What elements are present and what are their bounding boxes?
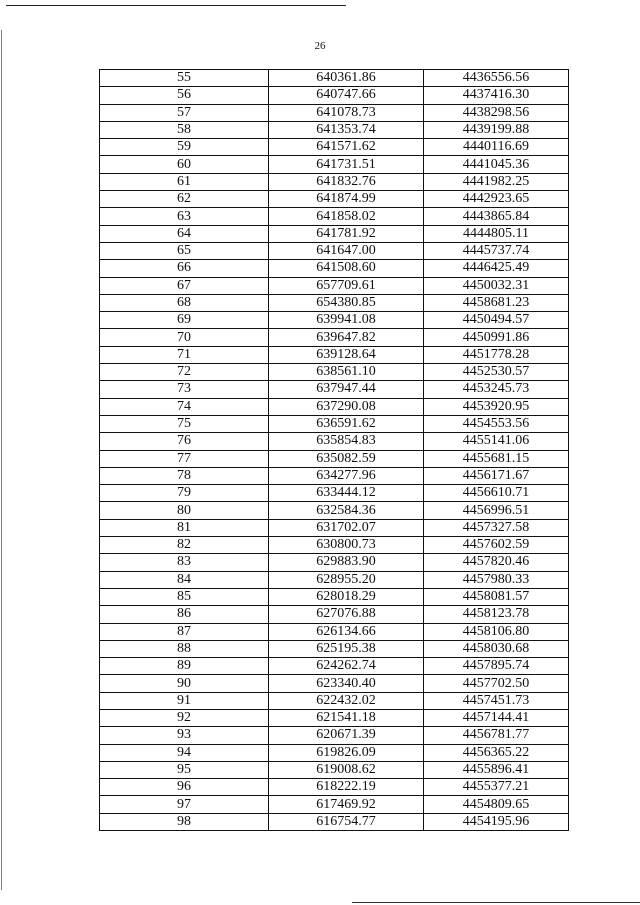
point-number-cell: 74 xyxy=(100,398,269,415)
y-coordinate-cell: 4456365.22 xyxy=(424,744,569,761)
y-coordinate-cell: 4457451.73 xyxy=(424,692,569,709)
y-coordinate-cell: 4451778.28 xyxy=(424,346,569,363)
y-coordinate-cell: 4454195.96 xyxy=(424,813,569,830)
x-coordinate-cell: 628018.29 xyxy=(269,588,424,605)
table-row xyxy=(100,640,569,657)
y-coordinate-cell: 4457327.58 xyxy=(424,519,569,536)
point-number-cell: 78 xyxy=(100,467,269,484)
y-coordinate-cell: 4443865.84 xyxy=(424,208,569,225)
x-coordinate-cell: 638561.10 xyxy=(269,364,424,381)
table-row xyxy=(100,485,569,502)
x-coordinate-cell: 630800.73 xyxy=(269,537,424,554)
x-coordinate-cell: 632584.36 xyxy=(269,502,424,519)
y-coordinate-cell: 4450494.57 xyxy=(424,312,569,329)
table-row xyxy=(100,139,569,156)
y-coordinate-cell: 4457895.74 xyxy=(424,658,569,675)
point-number-cell: 90 xyxy=(100,675,269,692)
table-row xyxy=(100,70,569,87)
x-coordinate-cell: 631702.07 xyxy=(269,519,424,536)
table-row xyxy=(100,727,569,744)
x-coordinate-cell: 635854.83 xyxy=(269,433,424,450)
point-number-cell: 92 xyxy=(100,709,269,726)
y-coordinate-cell: 4453920.95 xyxy=(424,398,569,415)
table-row xyxy=(100,173,569,190)
y-coordinate-cell: 4450991.86 xyxy=(424,329,569,346)
y-coordinate-cell: 4456996.51 xyxy=(424,502,569,519)
table-row xyxy=(100,242,569,259)
y-coordinate-cell: 4440116.69 xyxy=(424,139,569,156)
x-coordinate-cell: 641874.99 xyxy=(269,191,424,208)
point-number-cell: 71 xyxy=(100,346,269,363)
y-coordinate-cell: 4454809.65 xyxy=(424,796,569,813)
x-coordinate-cell: 641571.62 xyxy=(269,139,424,156)
point-number-cell: 97 xyxy=(100,796,269,813)
table-row xyxy=(100,709,569,726)
y-coordinate-cell: 4437416.30 xyxy=(424,87,569,104)
table-row xyxy=(100,571,569,588)
y-coordinate-cell: 4458123.78 xyxy=(424,606,569,623)
x-coordinate-cell: 620671.39 xyxy=(269,727,424,744)
x-coordinate-cell: 622432.02 xyxy=(269,692,424,709)
x-coordinate-cell: 636591.62 xyxy=(269,415,424,432)
table-row xyxy=(100,450,569,467)
point-number-cell: 98 xyxy=(100,813,269,830)
x-coordinate-cell: 628955.20 xyxy=(269,571,424,588)
point-number-cell: 88 xyxy=(100,640,269,657)
y-coordinate-cell: 4457980.33 xyxy=(424,571,569,588)
y-coordinate-cell: 4455681.15 xyxy=(424,450,569,467)
x-coordinate-cell: 641078.73 xyxy=(269,104,424,121)
y-coordinate-cell: 4458081.57 xyxy=(424,588,569,605)
y-coordinate-cell: 4446425.49 xyxy=(424,260,569,277)
y-coordinate-cell: 4458681.23 xyxy=(424,294,569,311)
point-number-cell: 66 xyxy=(100,260,269,277)
y-coordinate-cell: 4441045.36 xyxy=(424,156,569,173)
table-row xyxy=(100,346,569,363)
table-row xyxy=(100,104,569,121)
table-row xyxy=(100,329,569,346)
y-coordinate-cell: 4457702.50 xyxy=(424,675,569,692)
x-coordinate-cell: 634277.96 xyxy=(269,467,424,484)
point-number-cell: 61 xyxy=(100,173,269,190)
point-number-cell: 64 xyxy=(100,225,269,242)
y-coordinate-cell: 4441982.25 xyxy=(424,173,569,190)
y-coordinate-cell: 4442923.65 xyxy=(424,191,569,208)
y-coordinate-cell: 4456171.67 xyxy=(424,467,569,484)
table-row xyxy=(100,208,569,225)
point-number-cell: 68 xyxy=(100,294,269,311)
point-number-cell: 76 xyxy=(100,433,269,450)
point-number-cell: 65 xyxy=(100,242,269,259)
y-coordinate-cell: 4457602.59 xyxy=(424,537,569,554)
table-row xyxy=(100,658,569,675)
table-row xyxy=(100,381,569,398)
x-coordinate-cell: 627076.88 xyxy=(269,606,424,623)
y-coordinate-cell: 4458030.68 xyxy=(424,640,569,657)
x-coordinate-cell: 637947.44 xyxy=(269,381,424,398)
y-coordinate-cell: 4438298.56 xyxy=(424,104,569,121)
table-row xyxy=(100,312,569,329)
table-row xyxy=(100,606,569,623)
table-row xyxy=(100,467,569,484)
x-coordinate-cell: 641508.60 xyxy=(269,260,424,277)
point-number-cell: 73 xyxy=(100,381,269,398)
table-row xyxy=(100,692,569,709)
x-coordinate-cell: 654380.85 xyxy=(269,294,424,311)
table-row xyxy=(100,537,569,554)
table-row xyxy=(100,744,569,761)
table-row xyxy=(100,519,569,536)
x-coordinate-cell: 657709.61 xyxy=(269,277,424,294)
point-number-cell: 95 xyxy=(100,761,269,778)
x-coordinate-cell: 619826.09 xyxy=(269,744,424,761)
point-number-cell: 55 xyxy=(100,70,269,87)
y-coordinate-cell: 4456610.71 xyxy=(424,485,569,502)
y-coordinate-cell: 4436556.56 xyxy=(424,70,569,87)
table-row xyxy=(100,260,569,277)
x-coordinate-cell: 641858.02 xyxy=(269,208,424,225)
point-number-cell: 58 xyxy=(100,121,269,138)
y-coordinate-cell: 4454553.56 xyxy=(424,415,569,432)
table-row xyxy=(100,191,569,208)
y-coordinate-cell: 4455377.21 xyxy=(424,779,569,796)
point-number-cell: 82 xyxy=(100,537,269,554)
table-row xyxy=(100,415,569,432)
coordinates-table-body xyxy=(100,70,569,831)
y-coordinate-cell: 4458106.80 xyxy=(424,623,569,640)
x-coordinate-cell: 637290.08 xyxy=(269,398,424,415)
x-coordinate-cell: 639941.08 xyxy=(269,312,424,329)
point-number-cell: 93 xyxy=(100,727,269,744)
table-row xyxy=(100,277,569,294)
y-coordinate-cell: 4444805.11 xyxy=(424,225,569,242)
x-coordinate-cell: 633444.12 xyxy=(269,485,424,502)
y-coordinate-cell: 4455141.06 xyxy=(424,433,569,450)
y-coordinate-cell: 4450032.31 xyxy=(424,277,569,294)
x-coordinate-cell: 617469.92 xyxy=(269,796,424,813)
y-coordinate-cell: 4445737.74 xyxy=(424,242,569,259)
x-coordinate-cell: 641832.76 xyxy=(269,173,424,190)
point-number-cell: 75 xyxy=(100,415,269,432)
y-coordinate-cell: 4455896.41 xyxy=(424,761,569,778)
point-number-cell: 86 xyxy=(100,606,269,623)
point-number-cell: 80 xyxy=(100,502,269,519)
scan-edge-bottom xyxy=(352,902,640,903)
y-coordinate-cell: 4457144.41 xyxy=(424,709,569,726)
x-coordinate-cell: 623340.40 xyxy=(269,675,424,692)
table-row xyxy=(100,121,569,138)
y-coordinate-cell: 4456781.77 xyxy=(424,727,569,744)
point-number-cell: 83 xyxy=(100,554,269,571)
point-number-cell: 72 xyxy=(100,364,269,381)
x-coordinate-cell: 626134.66 xyxy=(269,623,424,640)
point-number-cell: 67 xyxy=(100,277,269,294)
x-coordinate-cell: 629883.90 xyxy=(269,554,424,571)
point-number-cell: 84 xyxy=(100,571,269,588)
table-row xyxy=(100,554,569,571)
coordinates-table xyxy=(99,69,569,831)
point-number-cell: 70 xyxy=(100,329,269,346)
table-row xyxy=(100,588,569,605)
table-row xyxy=(100,398,569,415)
point-number-cell: 79 xyxy=(100,485,269,502)
point-number-cell: 96 xyxy=(100,779,269,796)
x-coordinate-cell: 640361.86 xyxy=(269,70,424,87)
point-number-cell: 77 xyxy=(100,450,269,467)
x-coordinate-cell: 635082.59 xyxy=(269,450,424,467)
point-number-cell: 59 xyxy=(100,139,269,156)
table-row xyxy=(100,813,569,830)
point-number-cell: 94 xyxy=(100,744,269,761)
point-number-cell: 85 xyxy=(100,588,269,605)
x-coordinate-cell: 616754.77 xyxy=(269,813,424,830)
y-coordinate-cell: 4452530.57 xyxy=(424,364,569,381)
x-coordinate-cell: 641731.51 xyxy=(269,156,424,173)
x-coordinate-cell: 641647.00 xyxy=(269,242,424,259)
x-coordinate-cell: 619008.62 xyxy=(269,761,424,778)
table-row xyxy=(100,796,569,813)
x-coordinate-cell: 621541.18 xyxy=(269,709,424,726)
table-row xyxy=(100,675,569,692)
x-coordinate-cell: 618222.19 xyxy=(269,779,424,796)
scan-edge-left xyxy=(1,30,2,890)
point-number-cell: 56 xyxy=(100,87,269,104)
point-number-cell: 57 xyxy=(100,104,269,121)
x-coordinate-cell: 641353.74 xyxy=(269,121,424,138)
table-row xyxy=(100,761,569,778)
point-number-cell: 62 xyxy=(100,191,269,208)
point-number-cell: 63 xyxy=(100,208,269,225)
table-row xyxy=(100,433,569,450)
y-coordinate-cell: 4453245.73 xyxy=(424,381,569,398)
point-number-cell: 69 xyxy=(100,312,269,329)
table-row xyxy=(100,502,569,519)
x-coordinate-cell: 639128.64 xyxy=(269,346,424,363)
table-row xyxy=(100,364,569,381)
x-coordinate-cell: 639647.82 xyxy=(269,329,424,346)
x-coordinate-cell: 640747.66 xyxy=(269,87,424,104)
x-coordinate-cell: 625195.38 xyxy=(269,640,424,657)
x-coordinate-cell: 641781.92 xyxy=(269,225,424,242)
scan-edge-top xyxy=(6,5,346,6)
point-number-cell: 87 xyxy=(100,623,269,640)
table-row xyxy=(100,294,569,311)
table-row xyxy=(100,623,569,640)
x-coordinate-cell: 624262.74 xyxy=(269,658,424,675)
y-coordinate-cell: 4457820.46 xyxy=(424,554,569,571)
page-number: 26 xyxy=(314,40,326,52)
point-number-cell: 60 xyxy=(100,156,269,173)
point-number-cell: 89 xyxy=(100,658,269,675)
table-row xyxy=(100,87,569,104)
table-row xyxy=(100,156,569,173)
y-coordinate-cell: 4439199.88 xyxy=(424,121,569,138)
point-number-cell: 81 xyxy=(100,519,269,536)
table-row xyxy=(100,779,569,796)
point-number-cell: 91 xyxy=(100,692,269,709)
table-row xyxy=(100,225,569,242)
